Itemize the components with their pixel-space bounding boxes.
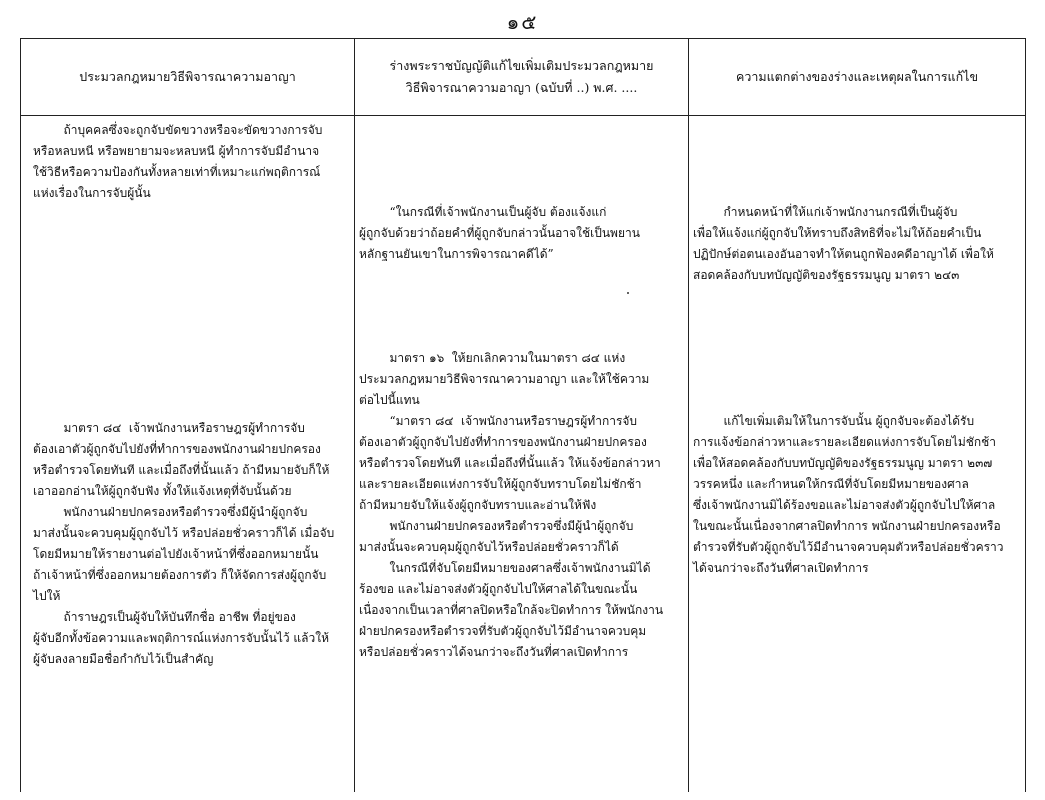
reason-paragraph-notify-rights xyxy=(693,202,994,286)
page-number: ๑๕ xyxy=(506,10,539,34)
scan-speck xyxy=(627,292,629,294)
header-draft-bill-line: ร่างพระราชบัญญัติแก้ไขเพิ่มเติมประมวลกฎหมาย xyxy=(389,58,654,73)
text-line: ฝ่ายปกครองหรือตำรวจที่รับตัวผู้ถูกจับไว้มีอำนาจควบคุม xyxy=(359,624,647,638)
text-line: ถ้าบุคคลซึ่งจะถูกจับขัดขวางหรือจะขัดขวางการจับ xyxy=(33,123,323,137)
text-line: มาตรา ๘๔ เจ้าพนักงานหรือราษฎรผู้ทำการจับ xyxy=(33,421,305,435)
text-line: ไปให้ xyxy=(33,589,61,603)
text-line: ปฏิปักษ์ต่อตนเองอันอาจทำให้ตนถูกฟ้องคดีอาญาได้ เพื่อให้ xyxy=(693,247,994,261)
text-line: ถ้ามีหมายจับให้แจ้งผู้ถูกจับทราบและอ่านให้ฟัง xyxy=(359,498,597,512)
text-line: ได้จนกว่าจะถึงวันที่ศาลเปิดทำการ xyxy=(693,561,869,575)
text-line: “มาตรา ๘๔ เจ้าพนักงานหรือราษฎรผู้ทำการจับ xyxy=(359,414,638,428)
text-line: ซึ่งเจ้าพนักงานมิได้ร้องขอและไม่อาจส่งตัวผู้ถูกจับไปให้ศาล xyxy=(693,498,996,512)
text-line: ในกรณีที่จับโดยมีหมายของศาลซึ่งเจ้าพนักงานมิได้ xyxy=(359,561,651,575)
text-line: วรรคหนึ่ง และกำหนดให้กรณีที่จับโดยมีหมายของศาล xyxy=(693,477,969,491)
current-law-paragraph-resisting-arrest xyxy=(33,120,322,204)
text-line: ผู้ถูกจับด้วยว่าถ้อยคำที่ผู้ถูกจับกล่าวนั้นอาจใช้เป็นพยาน xyxy=(359,226,640,240)
text-line: หลักฐานยันเขาในการพิจารณาคดีได้” xyxy=(359,247,554,261)
text-line: “ในกรณีที่เจ้าพนักงานเป็นผู้จับ ต้องแจ้งแก่ xyxy=(359,205,607,219)
text-line: เพื่อให้แจ้งแก่ผู้ถูกจับให้ทราบถึงสิทธิที่จะไม่ให้ถ้อยคำเป็น xyxy=(693,226,982,240)
draft-bill-added-paragraph xyxy=(359,202,640,265)
content-row xyxy=(21,116,1026,793)
header-differences-reasons xyxy=(689,39,1026,116)
text-line: ในขณะนั้นเนื่องจากศาลปิดทำการ พนักงานฝ่ายปกครองหรือ xyxy=(693,519,1001,533)
current-law-cell xyxy=(21,116,355,793)
text-line: เอาออกอ่านให้ผู้ถูกจับฟัง ทั้งให้แจ้งเหตุที่จับนั้นด้วย xyxy=(33,484,292,498)
header-draft-bill-line: วิธีพิจารณาความอาญา (ฉบับที่ ..) พ.ศ. .... xyxy=(405,80,638,95)
draft-bill-cell xyxy=(355,116,689,793)
text-line: หรือปล่อยชั่วคราวได้จนกว่าจะถึงวันที่ศาลเปิดทำการ xyxy=(359,645,629,659)
text-line: สอดคล้องกับบทบัญญัติของรัฐธรรมนูญ มาตรา ๒๔๓ xyxy=(693,268,960,282)
text-line: หรือตำรวจโดยทันที และเมื่อถึงที่นั้นแล้ว ถ้ามีหมายจับก็ให้ xyxy=(33,463,330,477)
text-line: หรือตำรวจโดยทันที และเมื่อถึงที่นั้นแล้ว ให้แจ้งข้อกล่าวหา xyxy=(359,456,661,470)
text-line: การแจ้งข้อกล่าวหาและรายละเอียดแห่งการจับโดยไม่ชักช้า xyxy=(693,435,997,449)
text-line: เนื่องจากเป็นเวลาที่ศาลปิดหรือใกล้จะปิดทำการ ให้พนักงาน xyxy=(359,603,664,617)
text-line: โดยมีหมายให้รายงานต่อไปยังเจ้าหน้าที่ซึ่งออกหมายนั้น xyxy=(33,547,319,561)
differences-reasons-cell xyxy=(689,116,1026,793)
reason-paragraph-section-84 xyxy=(693,411,1004,579)
text-line: ผู้จับลงลายมือชื่อกำกับไว้เป็นสำคัญ xyxy=(33,652,214,666)
text-line: มาส่งนั้นจะควบคุมผู้ถูกจับไว้ หรือปล่อยชั่วคราวก็ได้ เมื่อจับ xyxy=(33,526,335,540)
text-line: ถ้าราษฎรเป็นผู้จับให้บันทึกชื่อ อาชีพ ที่อยู่ของ xyxy=(33,610,296,624)
header-draft-bill xyxy=(355,39,689,116)
text-line: ประมวลกฎหมายวิธีพิจารณาความอาญา และให้ใช้ความ xyxy=(359,372,650,386)
draft-bill-section-16 xyxy=(359,348,663,663)
text-line: มาตรา ๑๖ ให้ยกเลิกความในมาตรา ๘๔ แห่ง xyxy=(359,351,626,365)
text-line: ต่อไปนี้แทน xyxy=(359,393,420,407)
text-line: หรือหลบหนี หรือพยายามจะหลบหนี ผู้ทำการจับมีอำนาจ xyxy=(33,144,320,158)
comparison-table xyxy=(20,38,1026,792)
text-line: ร้องขอ และไม่อาจส่งตัวผู้ถูกจับไปให้ศาลได้ในขณะนั้น xyxy=(359,582,638,596)
text-line: แก้ไขเพิ่มเติมให้ในการจับนั้น ผู้ถูกจับจะต้องได้รับ xyxy=(693,414,975,428)
text-line: มาส่งนั้นจะควบคุมผู้ถูกจับไว้หรือปล่อยชั่วคราวก็ได้ xyxy=(359,540,619,554)
text-line: ผู้จับอีกทั้งข้อความและพฤติการณ์แห่งการจับนั้นไว้ แล้วให้ xyxy=(33,631,330,645)
text-line: เพื่อให้สอดคล้องกับบทบัญญัติของรัฐธรรมนูญ มาตรา ๒๓๗ xyxy=(693,456,993,470)
text-line: กำหนดหน้าที่ให้แก่เจ้าพนักงานกรณีที่เป็นผู้จับ xyxy=(693,205,958,219)
header-current-law-text: ประมวลกฎหมายวิธีพิจารณาความอาญา xyxy=(79,69,296,84)
text-line: แห่งเรื่องในการจับผู้นั้น xyxy=(33,186,151,200)
text-line: พนักงานฝ่ายปกครองหรือตำรวจซึ่งมีผู้นำผู้ถูกจับ xyxy=(33,505,308,519)
header-row xyxy=(21,39,1026,116)
text-line: และรายละเอียดแห่งการจับให้ผู้ถูกจับทราบโดยไม่ชักช้า xyxy=(359,477,642,491)
text-line: ต้องเอาตัวผู้ถูกจับไปยังที่ทำการของพนักงานฝ่ายปกครอง xyxy=(33,442,321,456)
text-line: ต้องเอาตัวผู้ถูกจับไปยังที่ทำการของพนักงานฝ่ายปกครอง xyxy=(359,435,647,449)
text-line: ถ้าเจ้าหน้าที่ซึ่งออกหมายต้องการตัว ก็ให้จัดการส่งผู้ถูกจับ xyxy=(33,568,327,582)
header-current-law xyxy=(21,39,355,116)
text-line: ใช้วิธีหรือความป้องกันทั้งหลายเท่าที่เหมาะแก่พฤติการณ์ xyxy=(33,165,321,179)
text-line: ตำรวจที่รับตัวผู้ถูกจับไว้มีอำนาจควบคุมตัวหรือปล่อยชั่วคราว xyxy=(693,540,1004,554)
header-differences-reasons-text: ความแตกต่างของร่างและเหตุผลในการแก้ไข xyxy=(735,69,979,84)
text-line: พนักงานฝ่ายปกครองหรือตำรวจซึ่งมีผู้นำผู้ถูกจับ xyxy=(359,519,634,533)
current-law-section-84 xyxy=(33,418,334,670)
